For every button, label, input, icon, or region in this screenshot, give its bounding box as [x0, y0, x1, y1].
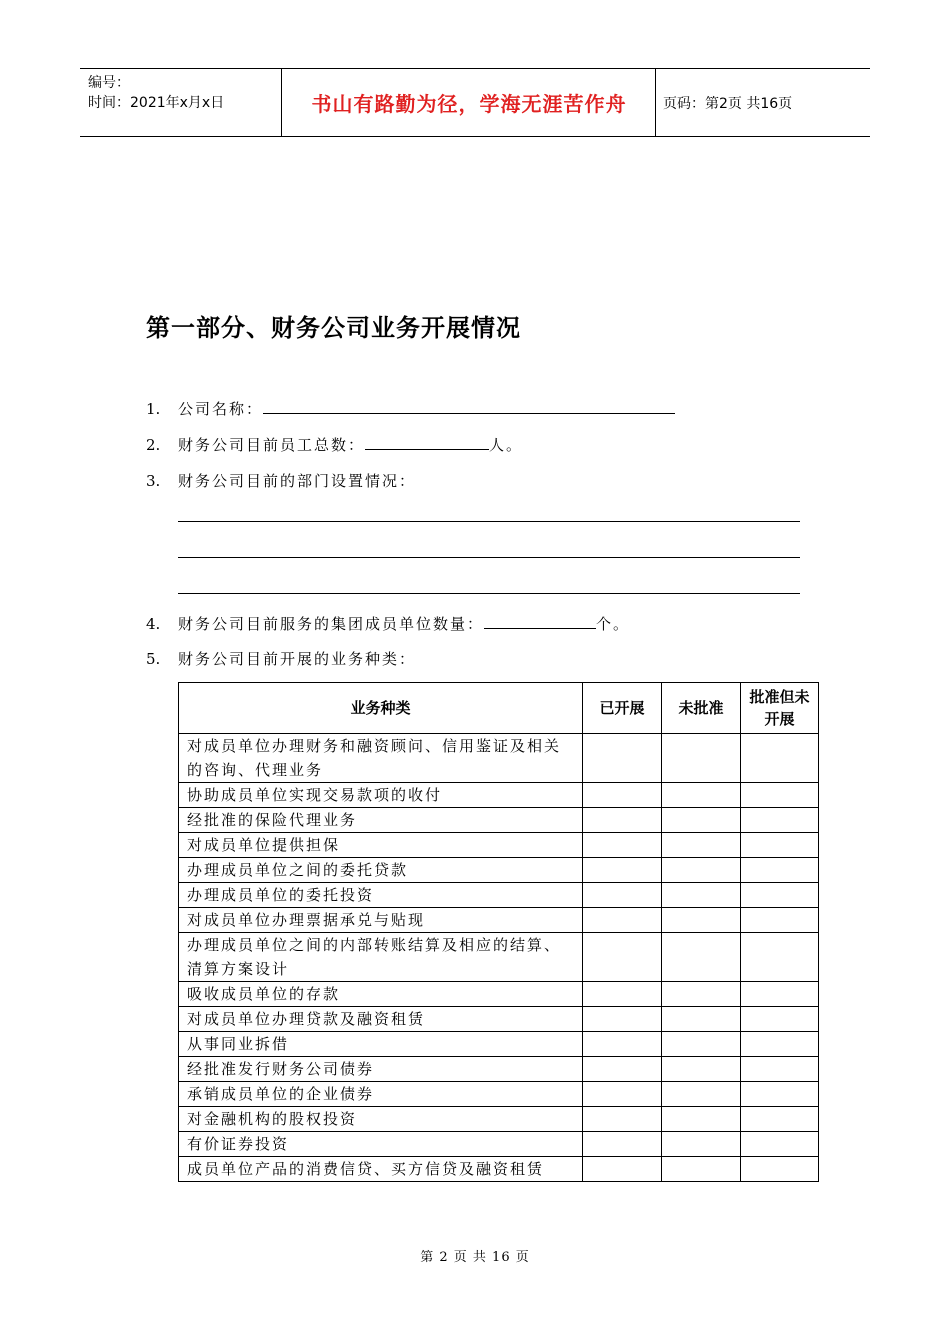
approved-not-started-cell[interactable] — [741, 1132, 819, 1157]
approved-not-started-cell[interactable] — [741, 1107, 819, 1132]
approved-not-started-cell[interactable] — [741, 982, 819, 1007]
not-approved-cell[interactable] — [662, 1057, 741, 1082]
business-type-cell: 协助成员单位实现交易款项的收付 — [179, 783, 583, 808]
member-unit-count-field[interactable] — [484, 614, 596, 629]
started-cell[interactable] — [583, 1007, 662, 1032]
question-3: 3. 财务公司目前的部门设置情况： — [146, 472, 417, 490]
approved-not-started-cell[interactable] — [741, 1007, 819, 1032]
started-cell[interactable] — [583, 1132, 662, 1157]
approved-not-started-cell[interactable] — [741, 908, 819, 933]
started-cell[interactable] — [583, 734, 662, 783]
not-approved-cell[interactable] — [662, 783, 741, 808]
started-cell[interactable] — [583, 883, 662, 908]
table-header-row — [179, 683, 819, 734]
started-cell[interactable] — [583, 1082, 662, 1107]
approved-not-started-cell[interactable] — [741, 933, 819, 982]
started-cell[interactable] — [583, 982, 662, 1007]
table-row — [179, 1107, 819, 1132]
started-cell[interactable] — [583, 1057, 662, 1082]
approved-not-started-cell[interactable] — [741, 833, 819, 858]
not-approved-cell[interactable] — [662, 1157, 741, 1182]
header-page-number: 页码：第2页 共16页 — [663, 95, 793, 112]
business-type-cell: 对成员单位办理贷款及融资租赁 — [179, 1007, 583, 1032]
department-answer-line[interactable] — [178, 521, 800, 522]
business-type-cell: 经批准发行财务公司债券 — [179, 1057, 583, 1082]
department-answer-line[interactable] — [178, 593, 800, 594]
business-type-cell: 对成员单位提供担保 — [179, 833, 583, 858]
business-types-table — [178, 682, 819, 1182]
page-header — [80, 68, 870, 137]
started-cell[interactable] — [583, 1157, 662, 1182]
business-type-cell: 有价证券投资 — [179, 1132, 583, 1157]
not-approved-cell[interactable] — [662, 1007, 741, 1032]
header-business-type: 业务种类 — [179, 683, 583, 734]
approved-not-started-cell[interactable] — [741, 783, 819, 808]
business-type-cell: 成员单位产品的消费信贷、买方信贷及融资租赁 — [179, 1157, 583, 1182]
not-approved-cell[interactable] — [662, 1032, 741, 1057]
approved-not-started-cell[interactable] — [741, 734, 819, 783]
company-name-field[interactable] — [263, 399, 675, 414]
approved-not-started-cell[interactable] — [741, 1032, 819, 1057]
started-cell[interactable] — [583, 808, 662, 833]
started-cell[interactable] — [583, 783, 662, 808]
table-row — [179, 1057, 819, 1082]
header-approved-not-started: 批准但未开展 — [741, 683, 819, 734]
business-type-cell: 吸收成员单位的存款 — [179, 982, 583, 1007]
approved-not-started-cell[interactable] — [741, 1157, 819, 1182]
business-type-cell: 经批准的保险代理业务 — [179, 808, 583, 833]
table-row — [179, 1007, 819, 1032]
business-type-cell: 对成员单位办理票据承兑与贴现 — [179, 908, 583, 933]
header-meta — [88, 73, 278, 113]
table-row — [179, 1032, 819, 1057]
header-number: 编号： — [88, 75, 130, 91]
started-cell[interactable] — [583, 1032, 662, 1057]
approved-not-started-cell[interactable] — [741, 858, 819, 883]
table-row — [179, 1157, 819, 1182]
table-row — [179, 1082, 819, 1107]
started-cell[interactable] — [583, 1107, 662, 1132]
page-footer: 第 2 页 共 16 页 — [420, 1250, 530, 1265]
question-4: 4. 财务公司目前服务的集团成员单位数量： 个。 — [146, 615, 631, 633]
approved-not-started-cell[interactable] — [741, 808, 819, 833]
not-approved-cell[interactable] — [662, 734, 741, 783]
not-approved-cell[interactable] — [662, 933, 741, 982]
business-type-cell: 从事同业拆借 — [179, 1032, 583, 1057]
not-approved-cell[interactable] — [662, 808, 741, 833]
approved-not-started-cell[interactable] — [741, 883, 819, 908]
business-type-cell: 办理成员单位之间的内部转账结算及相应的结算、清算方案设计 — [179, 933, 583, 982]
table-row — [179, 908, 819, 933]
business-type-cell: 办理成员单位之间的委托贷款 — [179, 858, 583, 883]
table-row — [179, 833, 819, 858]
table-row — [179, 1132, 819, 1157]
header-divider — [281, 69, 282, 136]
not-approved-cell[interactable] — [662, 833, 741, 858]
not-approved-cell[interactable] — [662, 1107, 741, 1132]
table-row — [179, 808, 819, 833]
business-type-cell: 对成员单位办理财务和融资顾问、信用鉴证及相关的咨询、代理业务 — [179, 734, 583, 783]
business-type-cell: 对金融机构的股权投资 — [179, 1107, 583, 1132]
header-time: 时间：2021年x月x日 — [88, 95, 225, 111]
header-not-approved: 未批准 — [662, 683, 741, 734]
header-motto: 书山有路勤为径，学海无涯苦作舟 — [311, 92, 627, 116]
header-started: 已开展 — [583, 683, 662, 734]
question-1: 1. 公司名称： — [146, 398, 675, 419]
question-5: 5. 财务公司目前开展的业务种类： — [146, 650, 417, 668]
department-answer-line[interactable] — [178, 557, 800, 558]
business-type-cell: 承销成员单位的企业债券 — [179, 1082, 583, 1107]
not-approved-cell[interactable] — [662, 908, 741, 933]
question-2: 2. 财务公司目前员工总数： 人。 — [146, 436, 524, 454]
approved-not-started-cell[interactable] — [741, 1082, 819, 1107]
table-row — [179, 734, 819, 783]
table-row — [179, 858, 819, 883]
started-cell[interactable] — [583, 858, 662, 883]
table-row — [179, 982, 819, 1007]
section-title: 第一部分、财务公司业务开展情况 — [146, 314, 521, 342]
started-cell[interactable] — [583, 933, 662, 982]
not-approved-cell[interactable] — [662, 982, 741, 1007]
table-row — [179, 883, 819, 908]
not-approved-cell[interactable] — [662, 1082, 741, 1107]
header-divider — [655, 69, 656, 136]
table-row — [179, 933, 819, 982]
not-approved-cell[interactable] — [662, 1132, 741, 1157]
started-cell[interactable] — [583, 908, 662, 933]
table-row — [179, 783, 819, 808]
employee-count-field[interactable] — [365, 435, 489, 450]
approved-not-started-cell[interactable] — [741, 1057, 819, 1082]
not-approved-cell[interactable] — [662, 883, 741, 908]
started-cell[interactable] — [583, 833, 662, 858]
not-approved-cell[interactable] — [662, 858, 741, 883]
business-type-cell: 办理成员单位的委托投资 — [179, 883, 583, 908]
